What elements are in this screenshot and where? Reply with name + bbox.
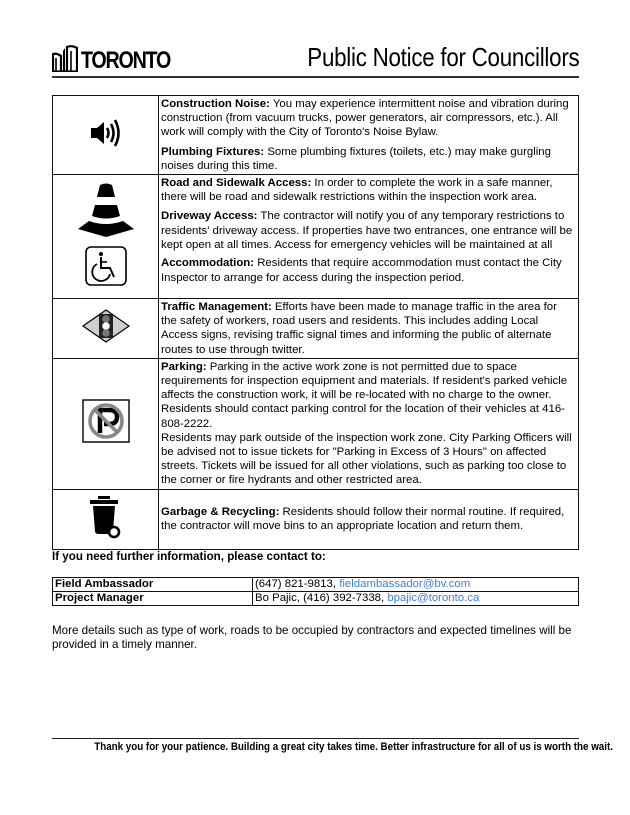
paragraph-body: The contractor will notify you of any temporary restrictions to residents' driveway access. If properties have two entrances, one entrance will be kept open at all times. Access for emergency vehicles will be maintained at all [161,210,573,251]
text-cell [159,358,579,489]
traffic-cone-icon [76,183,136,237]
paragraph-body: Parking in the active work zone is not permitted due to space requirements for inspection equipment and materials. If resident's parked vehicle affects the construction work, it will be re-located with no charge to the owner. Residents should contact parking control for the location of their vehicles at 416-808-2222. [161,360,568,430]
paragraph [161,431,575,488]
contact-heading: If you need further information, please contact to: [52,550,326,563]
text-cell [159,175,579,299]
paragraph-body: You may experience intermittent noise and vibration during construction (from vacuum trucks, power generators, air compressors, etc.). All work will comply with the City of Toronto's Noise Bylaw. [161,98,569,139]
traffic-signal-sign-icon [81,309,131,343]
paragraph-heading: Construction Noise: [161,98,270,110]
paragraph [161,176,575,204]
table-row [53,489,579,549]
paragraph-body: In order to complete the work in a safe manner, there will be road and sidewalk restrictions within the inspection work area. [161,177,553,204]
text-cell [159,96,579,175]
paragraph-heading: Parking: [161,360,207,373]
paragraph [161,360,575,431]
icon-cell [53,96,159,175]
contact-role: Project Manager [53,592,253,606]
text-cell [159,299,579,359]
paragraph [161,300,575,357]
contact-table [52,577,579,606]
paragraph-heading: Accommodation: [161,257,255,270]
paragraph-heading: Plumbing Fixtures: [161,145,265,158]
table-row [53,175,579,299]
paragraph [161,209,575,251]
email-link[interactable]: bpajic@toronto.ca [387,592,480,604]
paragraph-body: Residents that require accommodation must contact the City Inspector to arrange for access during the inspection period. [161,257,562,284]
paragraph [161,256,575,284]
speaker-volume-icon [89,118,123,148]
notice-table [52,95,579,550]
paragraph-heading: Traffic Management: [161,301,272,314]
wheelchair-accessibility-icon [85,246,127,286]
footer-message: Thank you for your patience. Building a great city takes time. Better infrastructure for all of us is worth the wait. [94,741,613,753]
header-divider [52,76,579,78]
table-row [53,578,579,592]
table-row [53,592,579,606]
toronto-logo [52,42,190,72]
paragraph-body: Residents should follow their normal routine. If required, the contractor will move bins to an appropriate location and return them. [161,505,565,533]
icon-cell [53,175,159,299]
contact-phone: (647) 821-9813, [255,578,340,590]
contact-details [253,592,579,606]
page-title: Public Notice for Councillors [306,42,579,72]
logo-text: TORONTO [81,47,171,74]
text-cell [159,489,579,549]
more-details-text: More details such as type of work, roads to be occupied by contractors and expected timelines will be provided in a timely manner. [52,624,572,651]
table-row [53,96,579,175]
paragraph-body: Some plumbing fixtures (toilets, etc.) may make gurgling noises during this time. [161,145,551,172]
email-link[interactable]: fieldambassador@bv.com [339,578,471,590]
table-row [53,358,579,489]
icon-cell [53,489,159,549]
garbage-bin-icon [89,495,123,539]
icon-cell [53,358,159,489]
table-row [53,299,579,359]
paragraph-heading: Garbage & Recycling: [161,505,280,518]
page-header [52,38,579,74]
footer-divider [52,738,579,739]
icon-cell [53,299,159,359]
contact-phone: Bo Pajic, (416) 392-7338, [255,592,388,604]
contact-role: Field Ambassador [53,578,253,592]
no-parking-sign-icon [82,399,130,443]
contact-details [253,578,579,592]
paragraph [161,97,575,140]
footer-text [52,741,613,753]
city-hall-icon [52,44,78,72]
paragraph [161,145,575,173]
paragraph-body: Residents may park outside of the inspection work zone. City Parking Officers will be advised not to issue tickets for "Parking in Excess of 3 Hours" on affected streets. Tickets will be issued for all other violations, such as parking too close to the corner or fire hydrants and other restricted area. [161,431,572,487]
paragraph [161,505,575,533]
paragraph-heading: Driveway Access: [161,210,258,223]
paragraph-body: Efforts have been made to manage traffic in the area for the safety of workers, road users and residents. This includes adding Local Access signs, revising traffic signal times and informing the public of alternate routes to use through twitter. [161,301,557,356]
paragraph-heading: Road and Sidewalk Access: [161,177,312,190]
